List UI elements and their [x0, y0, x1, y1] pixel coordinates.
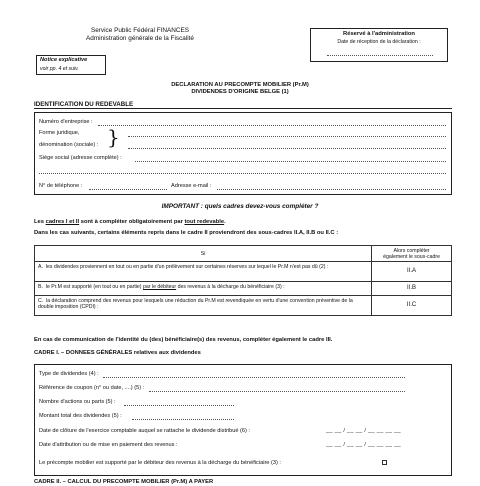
- important-line1-pre: Les: [34, 219, 46, 225]
- table-row-c-cadre: II.C: [372, 296, 452, 316]
- important-line1-end: .: [224, 219, 226, 225]
- table-header-row: [35, 246, 452, 262]
- row-text: la déclaration comprend des revenus pour lesquels une réduction du Pr.M est revendiquée en vertu d'une convention préventive de la double imposition (CPDI) :: [38, 297, 353, 311]
- row-text-pre: le Pr.M est supporté (en tout ou en partie): [45, 283, 143, 290]
- attribution-date-field[interactable]: __ __ / __ __ / __ __ __ __: [326, 442, 401, 448]
- table-row-a-text: [35, 262, 372, 282]
- notice-box: [36, 55, 106, 75]
- important-redevable: tout redevable: [184, 219, 225, 225]
- nombre-field[interactable]: [124, 405, 234, 406]
- attribution-label: Date d'attribution ou de mise en paiement des revenus :: [39, 442, 178, 448]
- table-head-si: Si: [35, 246, 372, 262]
- numero-field[interactable]: [98, 125, 446, 126]
- denomination-label: dénomination (sociale) :: [39, 142, 99, 148]
- reserved-title: Réservé à l'administration: [343, 31, 415, 37]
- cadre1-heading: CADRE I. – DONNEES GÉNÉRALES relatives aux dividendes: [34, 350, 201, 356]
- table-row-b-cadre: II.B: [372, 282, 452, 296]
- supporte-label: Le précompte mobilier est supporté par le débiteur des revenus à la décharge du bénéficiaire (3) :: [39, 460, 281, 466]
- email-field[interactable]: [217, 189, 446, 190]
- row-text-underline: par le débiteur: [142, 283, 177, 290]
- table-row-a-cadre: II.A: [372, 262, 452, 282]
- denomination-field[interactable]: [128, 148, 446, 149]
- tel-field[interactable]: [89, 189, 167, 190]
- important-line1: [34, 219, 226, 226]
- important-line2: Dans les cas suivants, certains éléments repris dans le cadre II proviendront des sous-cadres II.A, II.B ou II.C :: [34, 230, 339, 236]
- forme-field[interactable]: [128, 136, 446, 137]
- form-subtitle: DIVIDENDES D'ORIGINE BELGE (1): [191, 89, 289, 95]
- type-field[interactable]: [103, 377, 405, 378]
- table-head-alors: [372, 246, 452, 262]
- org-name: Service Public Fédéral FINANCES: [90, 27, 190, 34]
- cadre2-heading: CADRE II. – CALCUL DU PRECOMPTE MOBILIER (Pr.M) A PAYER: [34, 479, 214, 485]
- identification-heading: IDENTIFICATION DU REDEVABLE: [34, 101, 134, 108]
- reserved-date-label: Date de réception de la déclaration :: [337, 38, 421, 45]
- form-title: DECLARATION AU PRECOMPTE MOBILIER (Pr.M): [171, 82, 309, 88]
- table-row-c-text: [35, 296, 372, 316]
- important-cadres: cadres I et II: [45, 219, 80, 225]
- siege-field[interactable]: [135, 161, 446, 162]
- table-row-b-text: [35, 282, 372, 296]
- reference-field[interactable]: [149, 391, 405, 392]
- communication-note: En cas de communication de l'identité du (des) bénéficiaire(s) des revenus, compléter également le cadre III.: [34, 337, 333, 343]
- cloture-label: Date de clôture de l'exercice comptable auquel se rattache le dividende distribué (6) :: [39, 428, 250, 434]
- supporte-checkbox[interactable]: [382, 460, 387, 465]
- row-letter: B.: [38, 283, 43, 290]
- table-row: [35, 296, 452, 316]
- notice-ref: voir pp. 4 et suiv.: [40, 65, 79, 72]
- numero-label: Numéro d'entreprise :: [39, 119, 93, 125]
- email-label: Adresse e-mail :: [171, 183, 212, 189]
- reference-label: Référence de coupon (n° ou date, ....) (5) :: [39, 385, 145, 391]
- brace-icon: }: [107, 125, 120, 149]
- reserved-date-field[interactable]: [327, 55, 433, 56]
- identification-rule: [34, 108, 452, 109]
- table-row: [35, 282, 452, 296]
- table-row: [35, 262, 452, 282]
- important-heading: IMPORTANT : quels cadres devez-vous compléter ?: [161, 203, 319, 210]
- row-letter: A.: [38, 263, 43, 270]
- cloture-date-field[interactable]: __ __ / __ __ / __ __ __ __: [326, 428, 401, 434]
- row-text: les dividendes proviennent en tout ou en partie d'un prélèvement sur certaines réserves sur lequel le Pr.M n'est pas dû (2) :: [45, 263, 329, 270]
- montant-field[interactable]: [132, 419, 234, 420]
- tel-label: N° de téléphone :: [39, 183, 83, 189]
- row-letter: C.: [38, 297, 44, 304]
- siege-field-2[interactable]: [39, 173, 446, 174]
- situations-table: [34, 245, 452, 316]
- type-label: Type de dividendes (4) :: [39, 371, 99, 377]
- montant-label: Montant total des dividendes (5) :: [39, 413, 122, 419]
- important-line1-mid: sont à compléter obligatoirement par: [79, 219, 185, 225]
- reserved-box: [310, 28, 448, 62]
- forme-label: Forme juridique,: [39, 130, 80, 136]
- notice-title: Notice explicative: [40, 57, 88, 63]
- row-text-post: des revenus à la décharge du bénéficiaire (3) :: [176, 283, 285, 290]
- org-administration: Administration générale de la Fiscalité: [86, 35, 194, 42]
- nombre-label: Nombre d'actions ou parts (5) :: [39, 399, 116, 405]
- table-head-alors-2: également le sous-cadre: [383, 253, 440, 260]
- table-head-alors-1: Alors compléter: [393, 247, 430, 254]
- siege-label: Siège social (adresse complète) :: [39, 155, 122, 161]
